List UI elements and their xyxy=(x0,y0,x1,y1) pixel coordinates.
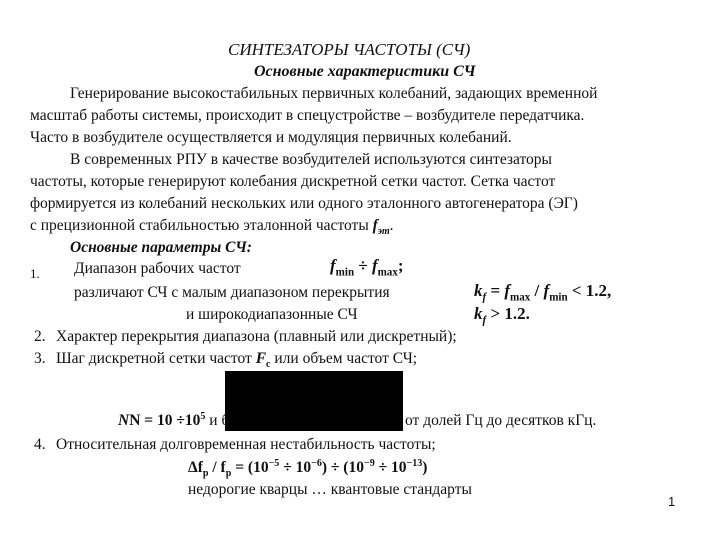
n-line-right: от долей Гц до десятков кГц. xyxy=(405,412,597,429)
n-line-left: NN = $10 \div 10^5$ и б xyxy=(118,410,230,429)
paragraph-2-line-4: с прецизионной стабильностью эталонной частоты $f_{эт}$. xyxy=(30,217,394,238)
small-range-text: различают СЧ с малым диапазоном перекрытия xyxy=(74,284,390,301)
item-1-number: 1. xyxy=(30,266,40,281)
item-1-label: Диапазон рабочих частот xyxy=(74,260,241,277)
item-3-number: 3. xyxy=(34,350,46,367)
small-range-formula: $k_f = f_{max} / f_{min} < 1.2$, xyxy=(474,281,612,304)
stability-formula: $\Delta f_р / f_р = (10^{-5} \div 10^{-6}) \div (10^{-9} \div 10^{-13})$ xyxy=(188,457,428,480)
item-3-text: Шаг дискретной сетки частот $F_c$ или объем частот СЧ; xyxy=(56,350,418,371)
item-2-text: Характер перекрытия диапазона (плавный или дискретный); xyxy=(56,328,457,345)
page-number: 1 xyxy=(668,494,676,509)
paragraph-2-line-4-text: с прецизионной стабильностью эталонной частоты xyxy=(30,217,373,234)
paragraph-2-line-3: формируется из колебаний нескольких или одного эталонного автогенератора (ЭГ) xyxy=(30,195,578,212)
paragraph-1-line-2: масштаб работы системы, происходит в спецустройстве – возбудителе передатчика. xyxy=(30,107,585,124)
footer-text: недорогие кварцы … квантовые стандарты xyxy=(188,481,472,498)
wide-range-formula: $k_f > 1.2$. xyxy=(474,304,530,327)
paragraph-2-line-1: В современных РПУ в качестве возбудителей используются синтезаторы xyxy=(70,151,552,168)
paragraph-1-line-1: Генерирование высокостабильных первичных колебаний, задающих временной xyxy=(70,85,598,102)
page-title: СИНТЕЗАТОРЫ ЧАСТОТЫ (СЧ) xyxy=(228,40,471,59)
redacted-block xyxy=(225,371,403,431)
item-4-number: 4. xyxy=(34,436,46,453)
params-heading: Основные параметры СЧ: xyxy=(70,239,252,256)
item-1-formula: $f_{min} \div f_{max}$; xyxy=(330,256,404,279)
item-2-number: 2. xyxy=(34,328,46,345)
item-4-text: Относительная долговременная нестабильность частоты; xyxy=(56,436,436,453)
wide-range-text: и широкодиапазонные СЧ xyxy=(186,306,358,323)
paragraph-2-line-2: частоты, которые генерируют колебания дискретной сетки частот. Сетка частот xyxy=(30,173,556,190)
page-subtitle: Основные характеристики СЧ xyxy=(254,63,476,80)
f-et-symbol: $f_{эт}$ xyxy=(372,217,390,238)
paragraph-1-line-3: Часто в возбудителе осуществляется и модуляция первичных колебаний. xyxy=(30,129,512,146)
